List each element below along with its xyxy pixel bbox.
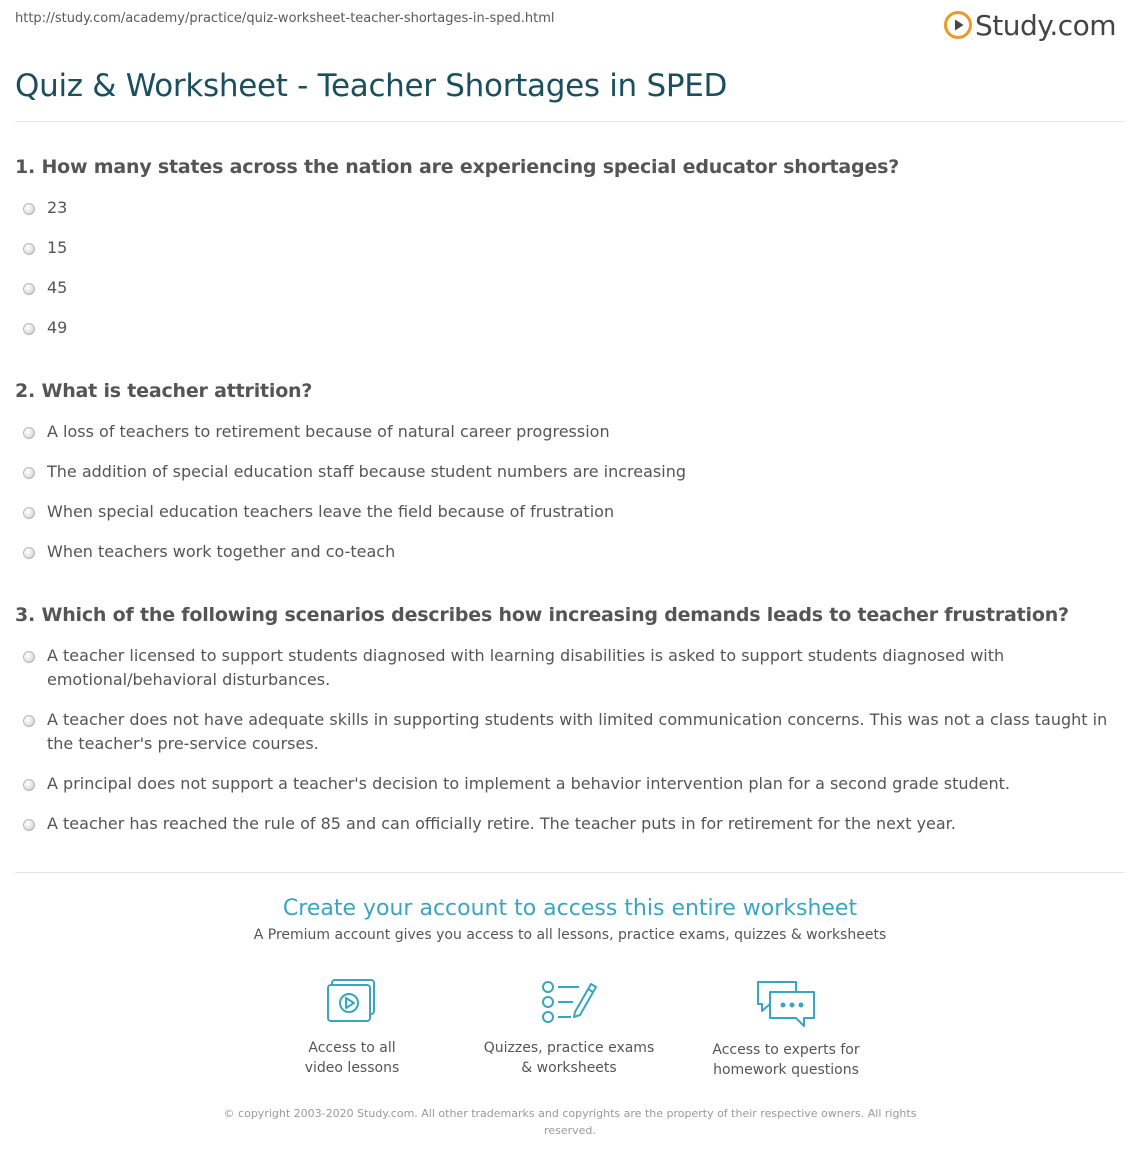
- answer-option[interactable]: [15, 772, 1120, 796]
- study-logo[interactable]: [944, 6, 1116, 44]
- study-logo-icon: [944, 11, 972, 39]
- title-divider: [15, 121, 1125, 122]
- answer-option[interactable]: [15, 460, 1120, 484]
- answer-text: A teacher does not have adequate skills in supporting students with limited communication concerns. This was not a class taught in the teacher's pre-service courses.: [47, 710, 1108, 753]
- feature-label: Quizzes, practice exams & worksheets: [483, 1040, 655, 1076]
- answer-option[interactable]: [15, 236, 1120, 260]
- radio-button-icon[interactable]: [23, 467, 35, 479]
- answer-text: A principal does not support a teacher's decision to implement a behavior intervention plan for a second grade student.: [47, 774, 1010, 793]
- answer-option[interactable]: [15, 276, 1120, 300]
- answer-list: [15, 420, 1120, 564]
- quiz-checklist-icon: [539, 978, 599, 1026]
- feature-label: Access to all video lessons: [304, 1040, 400, 1076]
- answer-text: 15: [47, 238, 68, 257]
- radio-button-icon[interactable]: [23, 283, 35, 295]
- answer-option[interactable]: [15, 540, 1120, 564]
- answer-option[interactable]: [15, 196, 1120, 220]
- question-text: 3. Which of the following scenarios describes how increasing demands leads to teacher frustration?: [15, 604, 1069, 626]
- answer-option[interactable]: [15, 420, 1120, 444]
- answer-list: [15, 644, 1120, 836]
- answer-text: A teacher has reached the rule of 85 and can officially retire. The teacher puts in for retirement for the next year.: [47, 814, 956, 833]
- feature-quizzes: [469, 978, 669, 1078]
- cta-heading-link[interactable]: Create your account to access this entire worksheet: [282, 896, 858, 921]
- answer-text: 45: [47, 278, 68, 297]
- feature-label: Access to experts for homework questions: [712, 1042, 860, 1078]
- question-3: [15, 602, 1120, 836]
- radio-button-icon[interactable]: [23, 243, 35, 255]
- radio-button-icon[interactable]: [23, 819, 35, 831]
- radio-button-icon[interactable]: [23, 203, 35, 215]
- answer-text: When special education teachers leave the field because of frustration: [47, 502, 615, 521]
- answer-option[interactable]: [15, 812, 1120, 836]
- cta-subheading: A Premium account gives you access to all lessons, practice exams, quizzes & worksheets: [253, 927, 887, 943]
- question-text: 2. What is teacher attrition?: [15, 380, 313, 402]
- radio-button-icon[interactable]: [23, 323, 35, 335]
- logo-text: Study.com: [975, 8, 1117, 42]
- feature-video-lessons: [252, 978, 452, 1078]
- radio-button-icon[interactable]: [23, 427, 35, 439]
- feature-experts: [686, 978, 886, 1080]
- question-1: [15, 154, 1120, 340]
- chat-bubbles-icon: [754, 978, 818, 1028]
- radio-button-icon[interactable]: [23, 651, 35, 663]
- page-url: http://study.com/academy/practice/quiz-worksheet-teacher-shortages-in-sped.html: [15, 11, 555, 26]
- answer-option[interactable]: [15, 708, 1120, 756]
- question-2: [15, 378, 1120, 564]
- answer-option[interactable]: [15, 500, 1120, 524]
- radio-button-icon[interactable]: [23, 507, 35, 519]
- answer-text: A teacher licensed to support students diagnosed with learning disabilities is asked to support students diagnosed with emotional/behavioral disturbances.: [47, 646, 1005, 689]
- video-lessons-icon: [326, 978, 378, 1026]
- answer-text: 49: [47, 318, 68, 337]
- answer-text: When teachers work together and co-teach: [47, 542, 396, 561]
- answer-text: The addition of special education staff because student numbers are increasing: [47, 462, 686, 481]
- answer-list: [15, 196, 1120, 340]
- answer-option[interactable]: [15, 644, 1120, 692]
- page-title: Quiz & Worksheet - Teacher Shortages in SPED: [15, 68, 728, 104]
- answer-option[interactable]: [15, 316, 1120, 340]
- radio-button-icon[interactable]: [23, 715, 35, 727]
- copyright-notice: © copyright 2003-2020 Study.com. All other trademarks and copyrights are the property of their respective owners. All rights reserved.: [223, 1107, 917, 1137]
- section-divider: [15, 872, 1125, 873]
- radio-button-icon[interactable]: [23, 779, 35, 791]
- answer-text: 23: [47, 198, 68, 217]
- signup-cta: [0, 896, 1140, 943]
- answer-text: A loss of teachers to retirement because of natural career progression: [47, 422, 610, 441]
- radio-button-icon[interactable]: [23, 547, 35, 559]
- question-text: 1. How many states across the nation are experiencing special educator shortages?: [15, 156, 900, 178]
